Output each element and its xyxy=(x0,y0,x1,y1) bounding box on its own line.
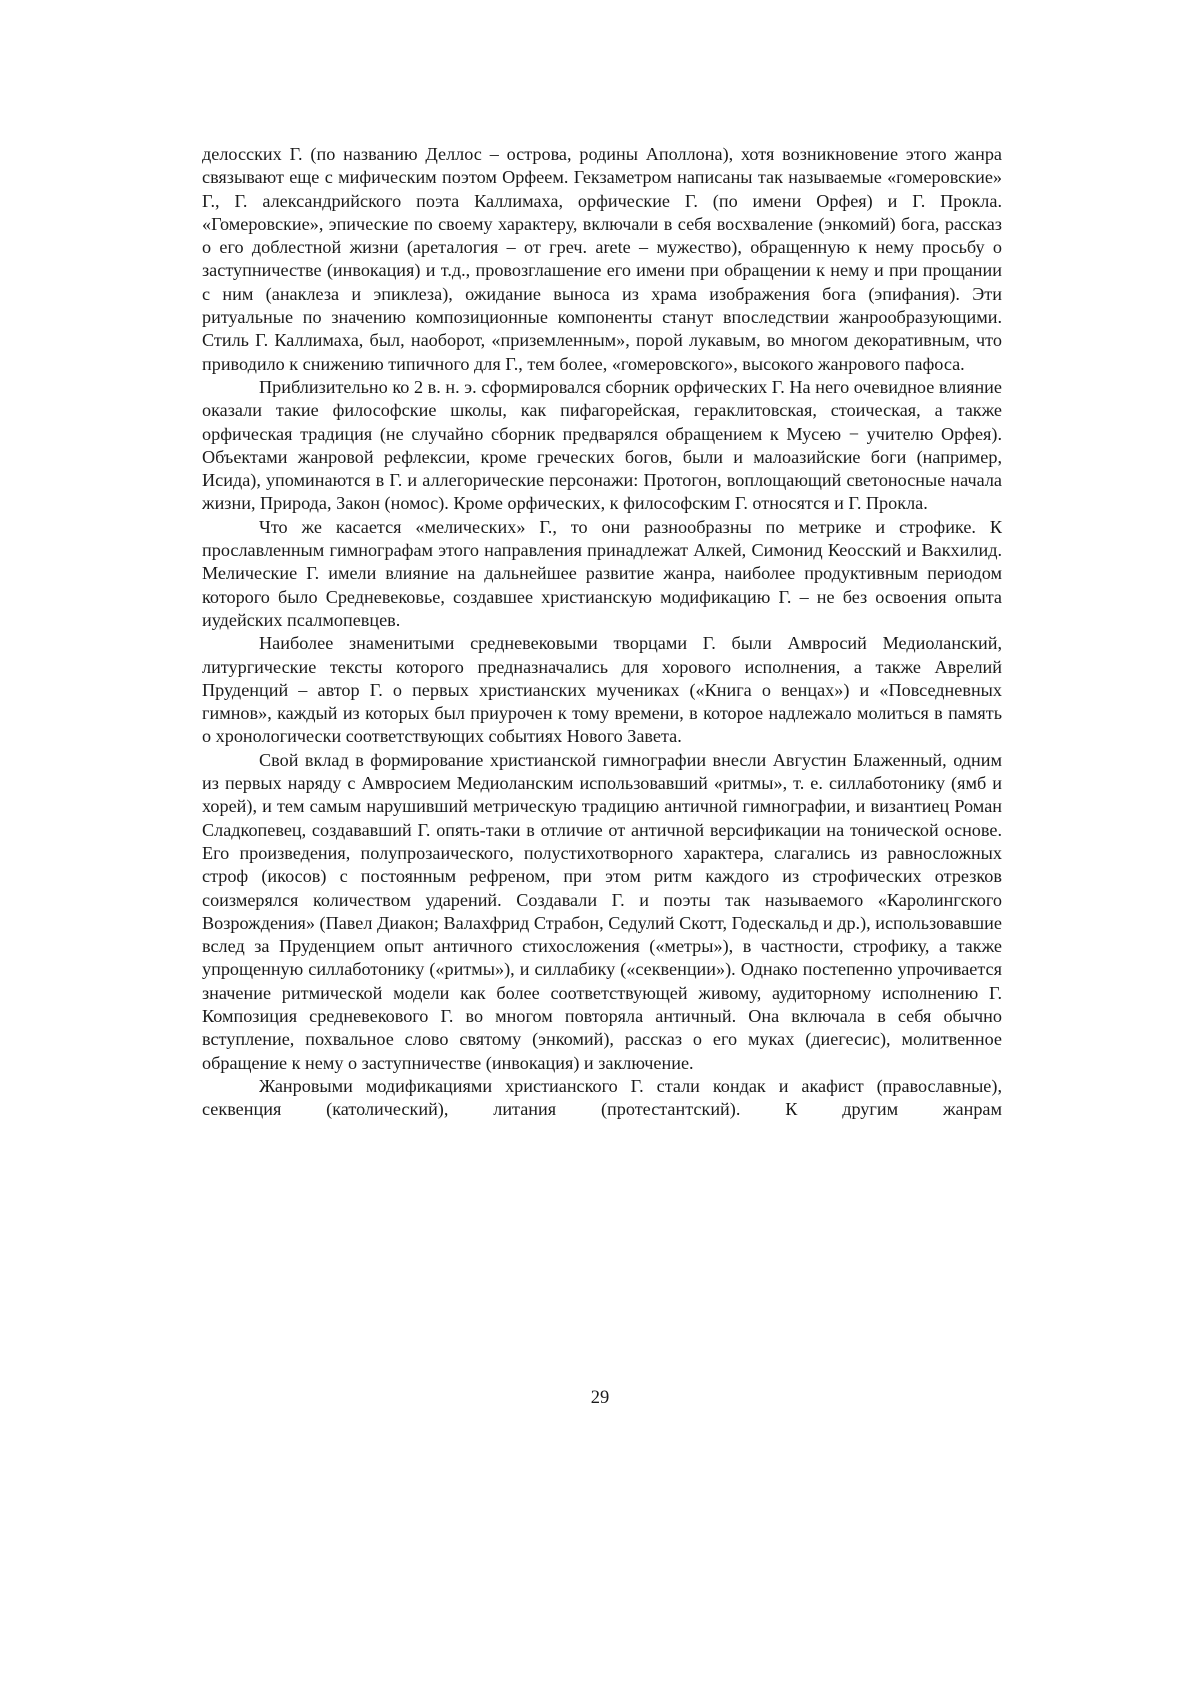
paragraph-truncated: Жанровыми модификациями христианского Г. стали кондак и акафист (православные), секвенция (католический), литания (протестантский). К другим жанрам xyxy=(202,1075,1002,1122)
body-text xyxy=(202,143,1002,1121)
page-number: 29 xyxy=(0,1388,1200,1409)
paragraph: Приблизительно ко 2 в. н. э. сформировался сборник орфических Г. На него очевидное влияние оказали такие философские школы, как пифагорейская, гераклитовская, стоическая, а также орфическая традиция (не случайно сборник предварялся обращением к Мусею − учителю Орфея). Объектами жанровой рефлексии, кроме греческих богов, были и малоазийские боги (например, Исида), упоминаются в Г. и аллегорические персонажи: Протогон, воплощающий светоносные начала жизни, Природа, Закон (номос). Кроме орфических, к философским Г. относятся и Г. Прокла. xyxy=(202,376,1002,516)
paragraph: Наиболее знаменитыми средневековыми творцами Г. были Амвросий Медиоланский, литургические тексты которого предназначались для хорового исполнения, а также Аврелий Пруденций – автор Г. о первых христианских мучениках («Книга о венцах») и «Повседневных гимнов», каждый из которых был приурочен к тому времени, в которое надлежало молиться в память о хронологически соответствующих событиях Нового Завета. xyxy=(202,632,1002,748)
paragraph: Свой вклад в формирование христианской гимнографии внесли Августин Блаженный, одним из первых наряду с Амвросием Медиоланским использовавший «ритмы», т. е. силлаботонику (ямб и хорей), и тем самым нарушивший метрическую традицию античной гимнографии, и византиец Роман Сладкопевец, создававший Г. опять-таки в отличие от античной версификации на тонической основе. Его произведения, полупрозаического, полустихотворного характера, слагались из равносложных строф (икосов) с постоянным рефреном, при этом ритм каждого из строфических отрезков соизмерялся количеством ударений. Создавали Г. и поэты так называемого «Каролингского Возрождения» (Павел Диакон; Валахфрид Страбон, Седулий Скотт, Годескальд и др.), использовавшие вслед за Пруденцием опыт античного стихосложения («метры»), в частности, строфику, а также упрощенную силлаботонику («ритмы»), и силлабику («секвенции»). Однако постепенно упрочивается значение ритмической модели как более соответствующей живому, аудиторному исполнению Г. Композиция средневекового Г. во многом повторяла античный. Она включала в себя обычно вступление, похвальное слово святому (энкомий), рассказ о его муках (диегесис), молитвенное обращение к нему о заступничестве (инвокация) и заключение. xyxy=(202,749,1002,1075)
paragraph-continued: делосских Г. (по названию Деллос – острова, родины Аполлона), хотя возникновение этого жанра связывают еще с мифическим поэтом Орфеем. Гекзаметром написаны так называемые «гомеровские» Г., Г. александрийского поэта Каллимаха, орфические Г. (по имени Орфея) и Г. Прокла. «Гомеровские», эпические по своему характеру, включали в себя восхваление (энкомий) бога, рассказ о его доблестной жизни (ареталогия – от греч. arete – мужество), обращенную к нему просьбу о заступничестве (инвокация) и т.д., провозглашение его имени при обращении к нему и при прощании с ним (анаклеза и эпиклеза), ожидание выноса из храма изображения бога (эпифания). Эти ритуальные по значению композиционные компоненты станут впоследствии жанрообразующими. Стиль Г. Каллимаха, был, наоборот, «приземленным», порой лукавым, во многом декоративным, что приводило к снижению типичного для Г., тем более, «гомеровского», высокого жанрового пафоса. xyxy=(202,143,1002,376)
paragraph: Что же касается «мелических» Г., то они разнообразны по метрике и строфике. К прославленным гимнографам этого направления принадлежат Алкей, Симонид Кеосский и Вакхилид. Мелические Г. имели влияние на дальнейшее развитие жанра, наиболее продуктивным периодом которого было Средневековье, создавшее христианскую модификацию Г. – не без освоения опыта иудейских псалмопевцев. xyxy=(202,516,1002,632)
document-page xyxy=(0,0,1200,1697)
